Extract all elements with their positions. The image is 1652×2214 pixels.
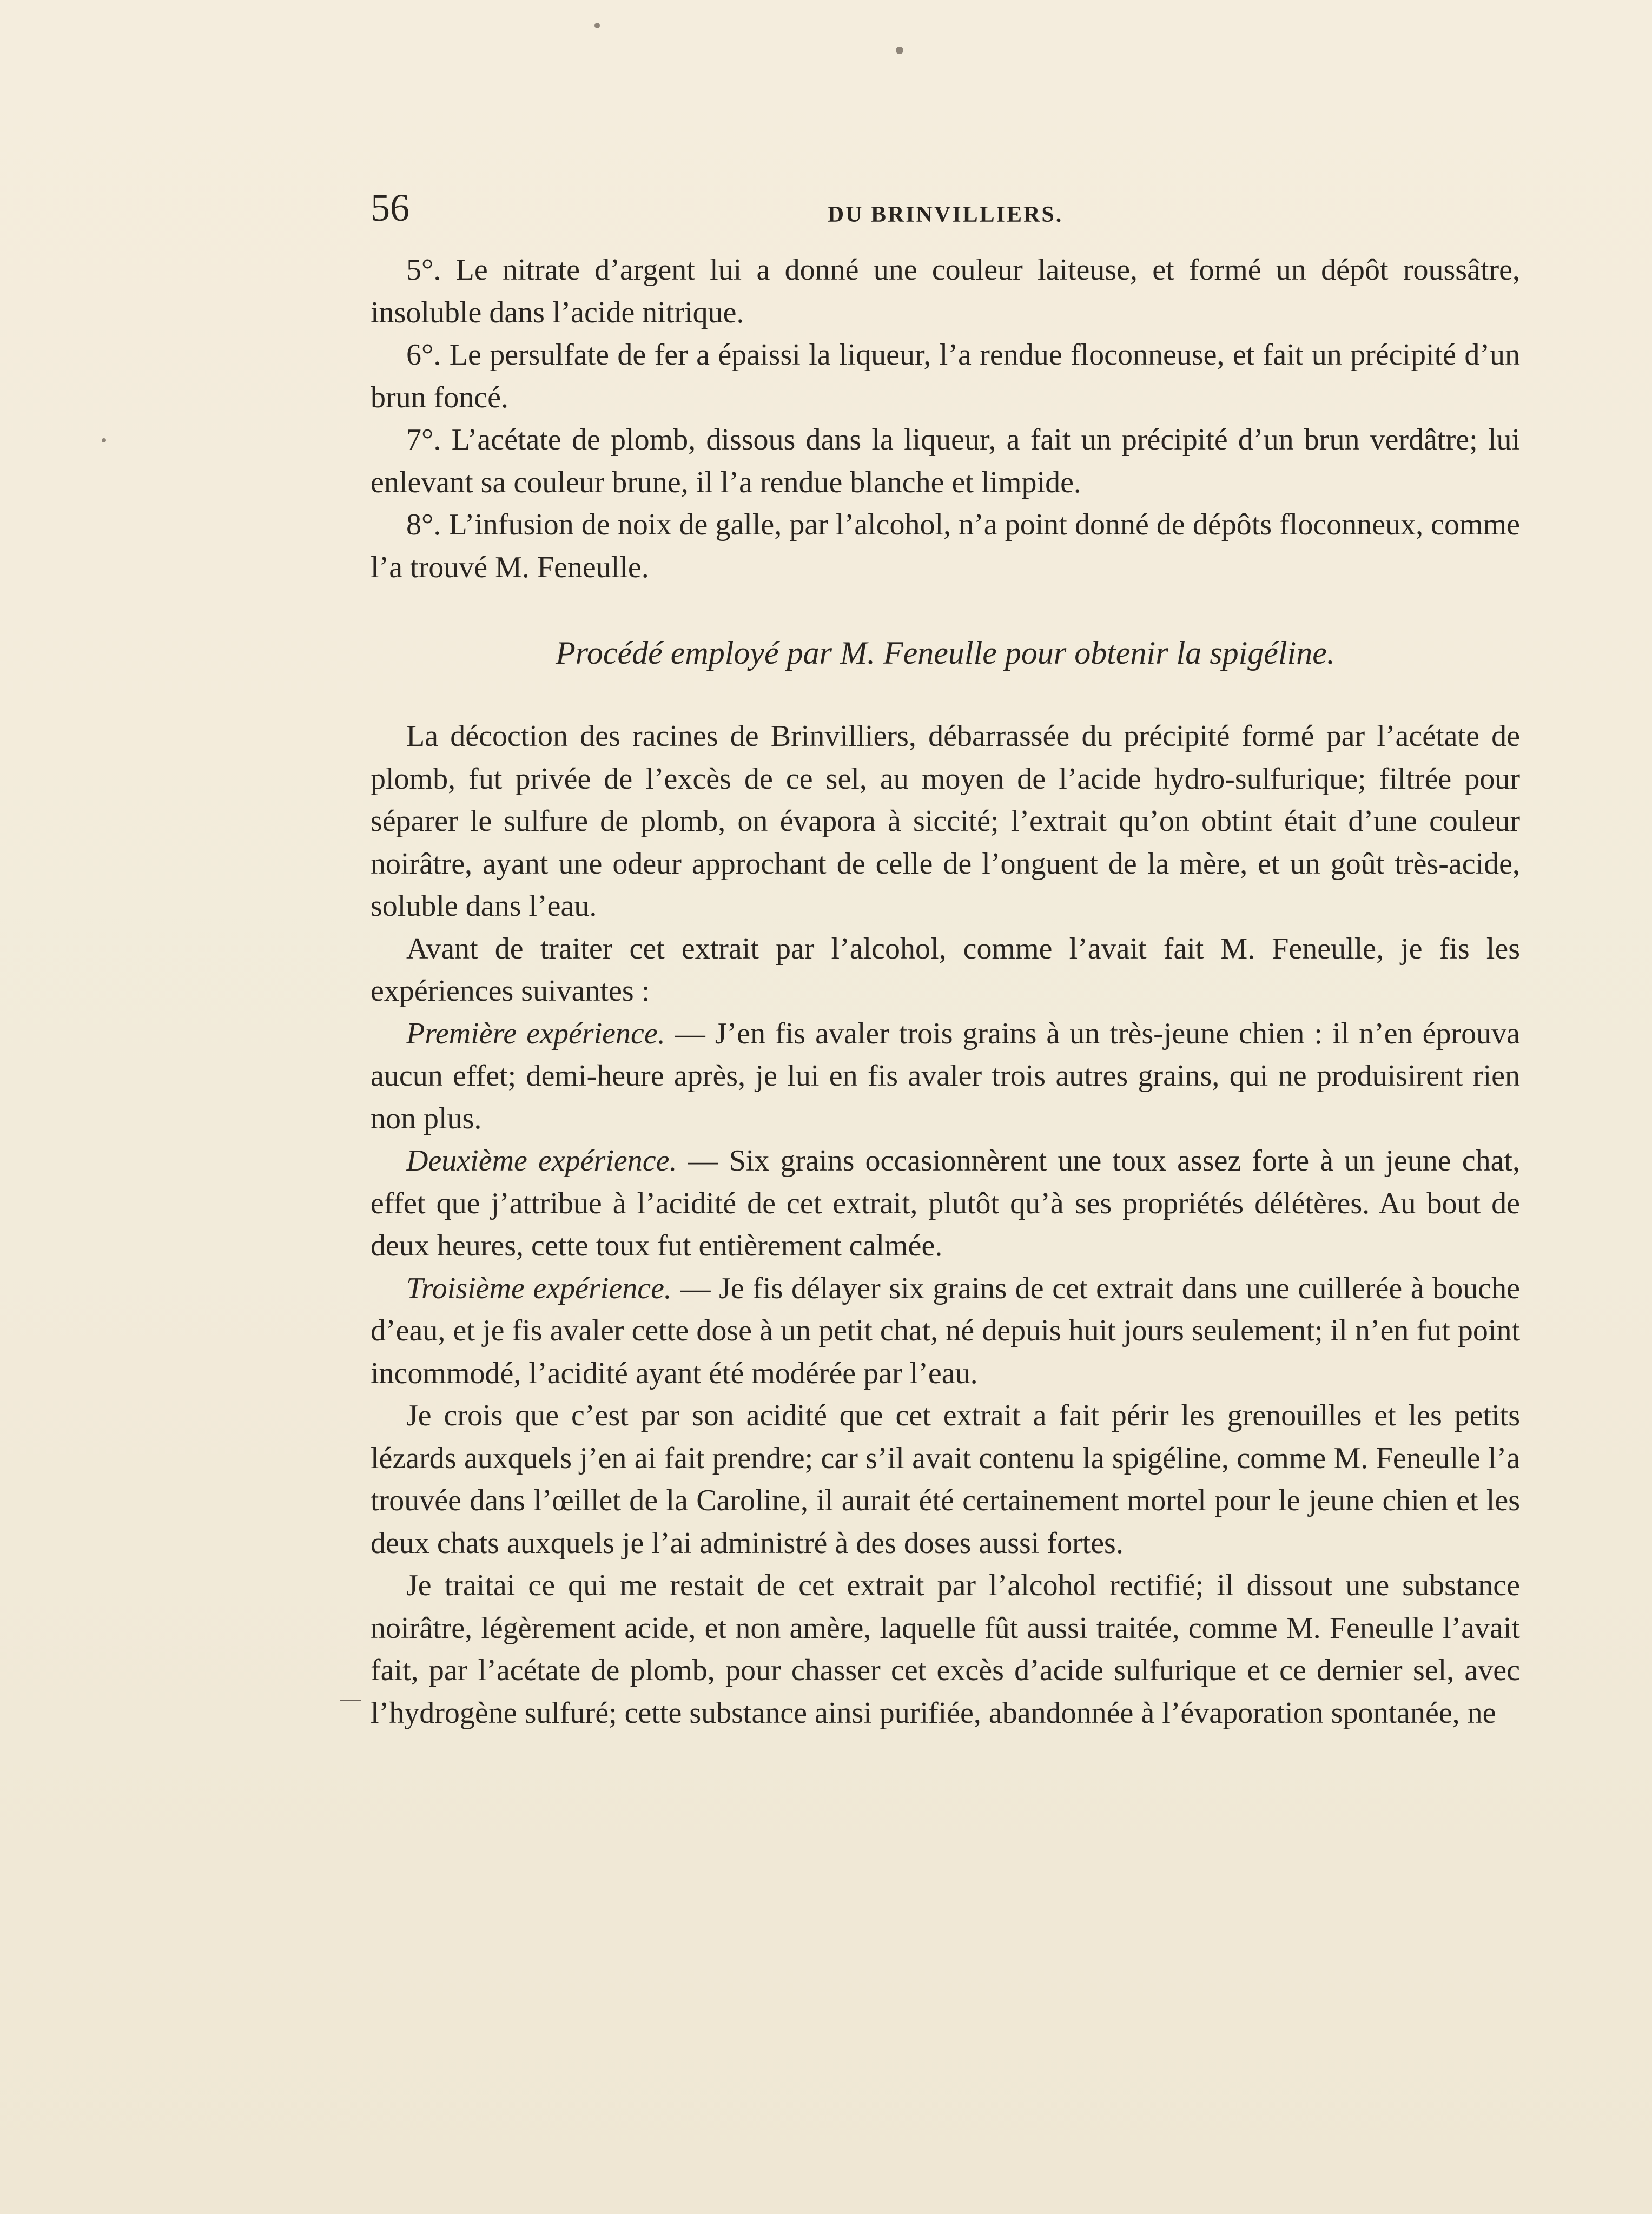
paragraph: [371, 1140, 1520, 1267]
item-number: 6°.: [406, 338, 441, 372]
paragraph: Avant de traiter cet extrait par l’alcohol, comme l’avait fait M. Feneulle, je fis les expériences suivantes :: [371, 931, 1520, 1008]
paper-speck: [102, 438, 106, 442]
paragraph-text: L’infusion de noix de galle, par l’alcohol, n’a point donné de dépôts floconneux, comme l’a trouvé M. Feneulle.: [371, 508, 1521, 584]
section-heading: Procédé employé par M. Feneulle pour obtenir la spigéline.: [556, 635, 1335, 671]
paragraph: [371, 1267, 1520, 1395]
paragraph-text: — Je fis délayer six grains de cet extrait dans une cuillerée à bouche d’eau, et je fis avaler cette dose à un petit chat, né depuis huit jours seulement; il n’en fut point incommodé, l’acidité ayant été modérée par l’eau.: [371, 1271, 1520, 1390]
paragraph-text: — Six grains occasionnèrent une toux assez forte à un jeune chat, effet que j’attribue à l’acidité de cet extrait, plutôt qu’à ses propriétés délétères. Au bout de deux heures, cette toux fut entièrement calmée.: [371, 1144, 1520, 1263]
page-number: 56: [371, 186, 409, 229]
paragraph: Je crois que c’est par son acidité que cet extrait a fait périr les grenouilles et les petits lézards auxquels j’en ai fait prendre; car s’il avait contenu la spigéline, comme M. Feneulle l’a trouvée dans l’œillet de la Caroline, il aurait été certainement mortel pour le jeune chien et les deux chats auxquels je l’ai administré à des doses aussi fortes.: [371, 1399, 1520, 1560]
paragraph: [371, 419, 1520, 504]
item-number: 7°.: [406, 423, 441, 457]
paragraph: [371, 334, 1520, 419]
item-number: 8°.: [406, 508, 441, 541]
paper-speck: [896, 47, 903, 54]
margin-mark: [340, 1700, 361, 1701]
paragraph-text: Le nitrate d’argent lui a donné une couleur laiteuse, et formé un dépôt roussâtre, insoluble dans l’acide nitrique.: [371, 253, 1521, 329]
item-number: 5°.: [406, 253, 441, 287]
paragraph: La décoction des racines de Brinvilliers, débarrassée du précipité formé par l’acétate de plomb, fut privée de l’excès de ce sel, au moyen de l’acide hydro-sulfurique; filtrée pour séparer le sulfure de plomb, on évapora à siccité; l’extrait qu’on obtint était d’une couleur noirâtre, ayant une odeur approchant de celle de l’onguent de la mère, et un goût très-acide, soluble dans l’eau.: [371, 719, 1520, 923]
experiment-label: Première expérience.: [406, 1016, 665, 1050]
paragraph-text: L’acétate de plomb, dissous dans la liqueur, a fait un précipité d’un brun verdâtre; lui enlevant sa couleur brune, il l’a rendue blanche et limpide.: [371, 423, 1520, 499]
text-block: [371, 181, 1520, 1734]
paragraph: [371, 1013, 1520, 1140]
running-title: DU BRINVILLIERS.: [827, 202, 1063, 227]
paragraph: Je traitai ce qui me restait de cet extrait par l’alcohol rectifié; il dissout une substance noirâtre, légèrement acide, et non amère, laquelle fût aussi traitée, comme M. Feneulle l’avait fait, par l’acétate de plomb, pour chasser cet excès d’acide sulfurique et ce dernier sel, avec l’hydrogène sulfuré; cette substance ainsi purifiée, abandonnée à l’évaporation spontanée, ne: [371, 1569, 1520, 1730]
paragraph: [371, 249, 1520, 334]
experiment-label: Troisième expérience.: [406, 1271, 672, 1305]
paragraph: [371, 504, 1520, 589]
paper-speck: [594, 23, 600, 28]
experiment-label: Deuxième expérience.: [406, 1144, 677, 1178]
paragraph-text: Le persulfate de fer a épaissi la liqueur, l’a rendue floconneuse, et fait un précipité d’un brun foncé.: [371, 338, 1521, 414]
running-head: [371, 181, 1520, 249]
paragraph-text: — J’en fis avaler trois grains à un très-jeune chien : il n’en éprouva aucun effet; demi-heure après, je lui en fis avaler trois autres grains, qui ne produisirent rien non plus.: [371, 1016, 1521, 1135]
